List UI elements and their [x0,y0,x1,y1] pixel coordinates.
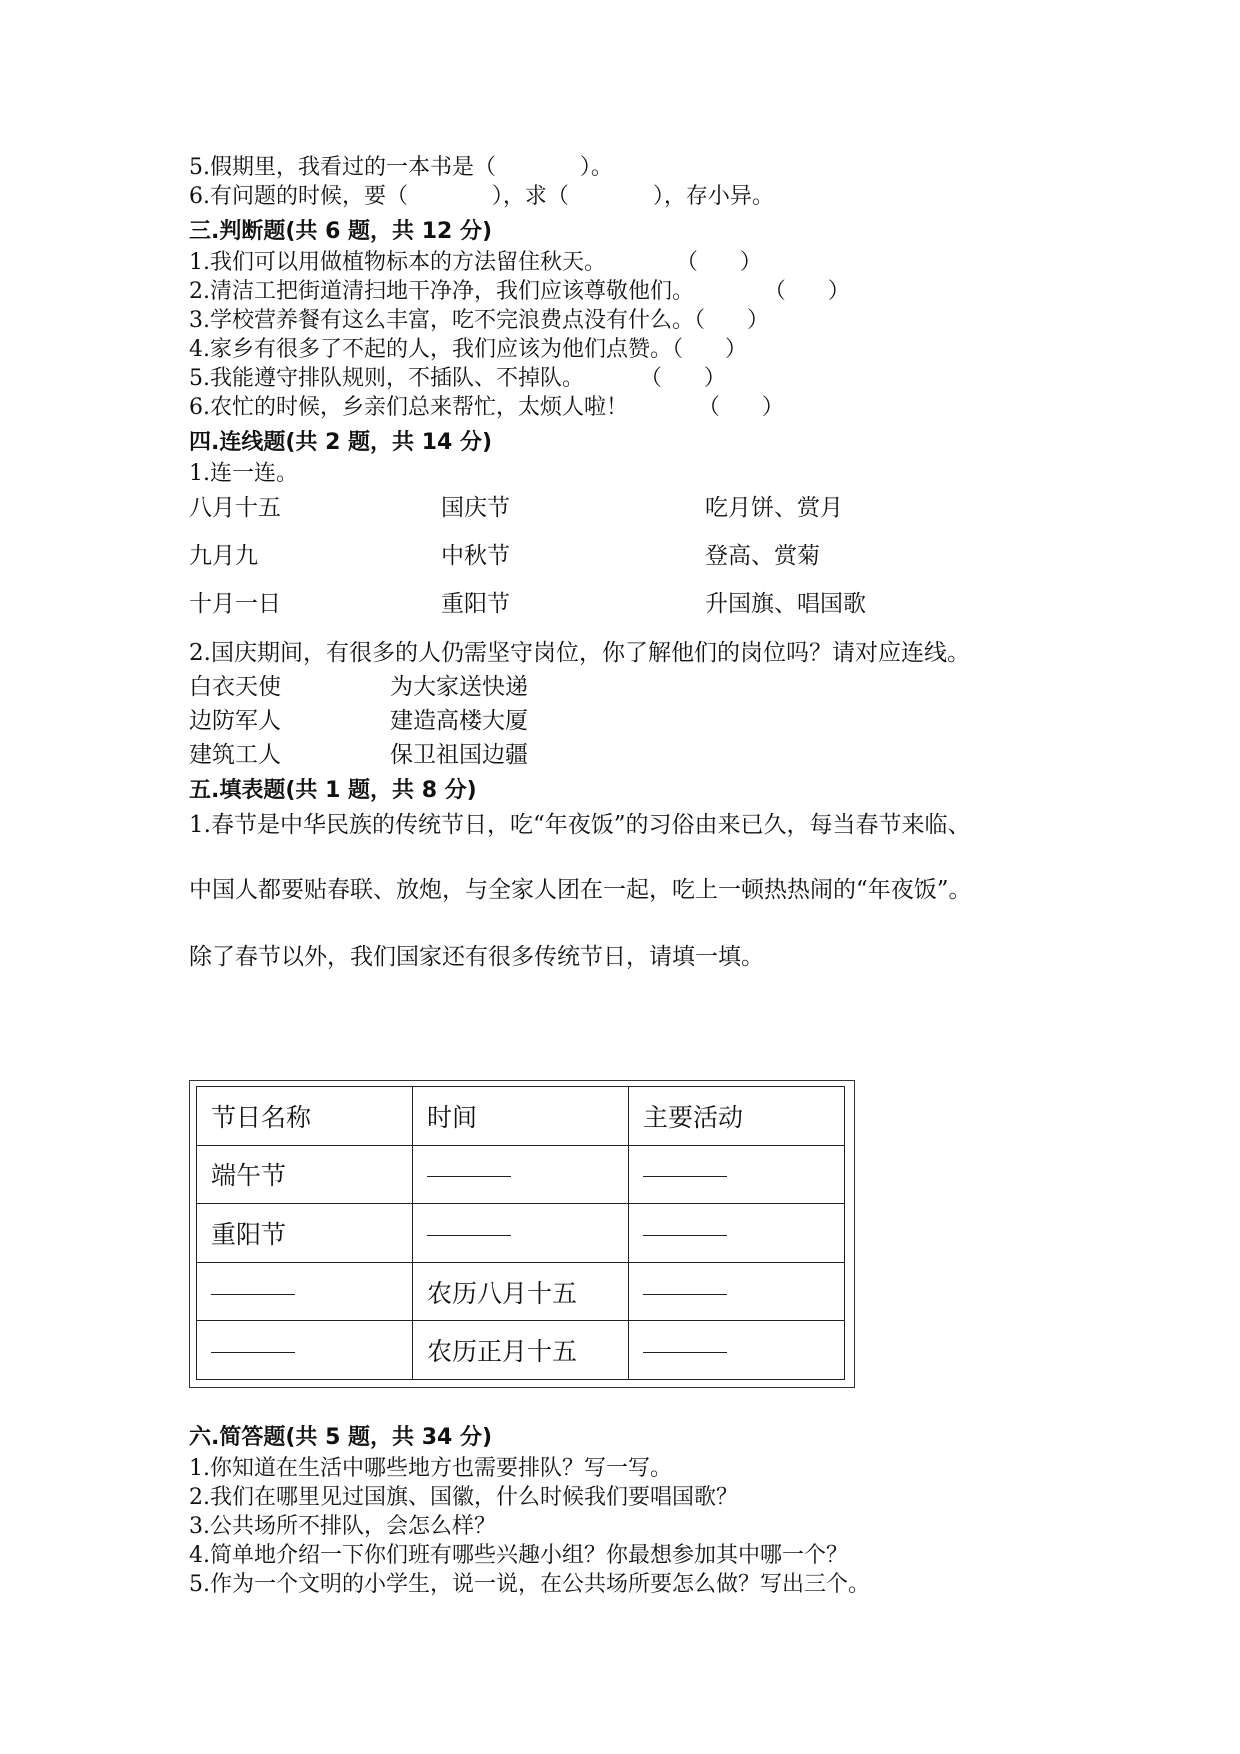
answer-blank[interactable] [427,1174,511,1177]
match-right-item-2: 登高、赏菊 [705,543,820,569]
table-question-paragraph-3: 除了春节以外，我们国家还有很多传统节日，请填一填。 [189,944,764,970]
table-header-cell: 主要活动 [629,1087,845,1146]
match-right-item-3: 升国旗、唱国歌 [705,591,866,617]
job-left-item-2: 边防军人 [189,708,281,734]
match-middle-item-3: 重阳节 [441,591,510,617]
table-blank-cell[interactable] [413,1145,629,1204]
section-3-heading: 三.判断题(共 6 题，共 12 分) [189,219,493,244]
table-blank-cell[interactable] [629,1321,845,1380]
table-blank-cell[interactable] [197,1321,413,1380]
section-4-heading: 四.连线题(共 2 题，共 14 分) [189,430,493,455]
short-answer-item-4: 4.简单地介绍一下你们班有哪些兴趣小组？你最想参加其中哪一个？ [189,1543,848,1568]
match-middle-item-1: 国庆节 [441,495,510,521]
matching-q2-prompt: 2.国庆期间，有很多的人仍需坚守岗位，你了解他们的岗位吗？请对应连线。 [189,640,970,666]
table-blank-cell[interactable] [629,1262,845,1321]
match-left-item-3: 十月一日 [189,591,281,617]
short-answer-item-5: 5.作为一个文明的小学生，说一说，在公共场所要怎么做？写出三个。 [189,1572,870,1597]
section-6-heading: 六.简答题(共 5 题，共 34 分) [189,1425,493,1450]
judgement-item-5: 5.我能遵守排队规则，不插队、不掉队。 （ ） [189,366,726,391]
matching-q1-prompt: 1.连一连。 [189,461,298,486]
match-right-item-1: 吃月饼、赏月 [705,495,843,521]
match-middle-item-2: 中秋节 [441,543,510,569]
short-answer-item-2: 2.我们在哪里见过国旗、国徽，什么时候我们要唱国歌？ [189,1485,738,1510]
fill-in-question-6: 6.有问题的时候，要（ ），求（ ），存小异。 [189,184,774,209]
match-left-item-1: 八月十五 [189,495,281,521]
job-left-item-1: 白衣天使 [189,674,281,700]
table-blank-cell[interactable] [629,1145,845,1204]
judgement-item-1: 1.我们可以用做植物标本的方法留住秋天。 （ ） [189,250,762,275]
table-header-cell: 节日名称 [197,1087,413,1146]
answer-blank[interactable] [211,1350,295,1353]
answer-blank[interactable] [427,1233,511,1236]
festival-table [196,1086,845,1380]
table-cell: 农历八月十五 [413,1262,629,1321]
answer-blank[interactable] [211,1292,295,1295]
table-cell: 重阳节 [197,1204,413,1263]
answer-blank[interactable] [643,1233,727,1236]
table-header-row [197,1087,845,1146]
judgement-item-3: 3.学校营养餐有这么丰富，吃不完浪费点没有什么。（ ） [189,308,769,333]
job-right-item-2: 建造高楼大厦 [390,708,528,734]
table-blank-cell[interactable] [629,1204,845,1263]
table-blank-cell[interactable] [197,1262,413,1321]
job-left-item-3: 建筑工人 [189,742,281,768]
table-question-paragraph-2: 中国人都要贴春联、放炮，与全家人团在一起，吃上一顿热热闹的“年夜饭”。 [189,877,972,903]
job-right-item-1: 为大家送快递 [390,674,528,700]
table-row [197,1321,845,1380]
fill-in-question-5: 5.假期里，我看过的一本书是（ ）。 [189,155,613,180]
judgement-item-2: 2.清洁工把街道清扫地干净净，我们应该尊敬他们。 （ ） [189,279,850,304]
table-blank-cell[interactable] [413,1204,629,1263]
table-header-cell: 时间 [413,1087,629,1146]
section-5-heading: 五.填表题(共 1 题，共 8 分) [189,778,477,803]
table-cell: 农历正月十五 [413,1321,629,1380]
judgement-item-4: 4.家乡有很多了不起的人，我们应该为他们点赞。（ ） [189,337,747,362]
answer-blank[interactable] [643,1350,727,1353]
answer-blank[interactable] [643,1174,727,1177]
match-left-item-2: 九月九 [189,543,258,569]
table-question-paragraph-1: 1.春节是中华民族的传统节日，吃“年夜饭”的习俗由来已久，每当春节来临、 [189,812,971,838]
judgement-item-6: 6.农忙的时候，乡亲们总来帮忙，太烦人啦！ （ ） [189,395,784,420]
answer-blank[interactable] [643,1292,727,1295]
job-right-item-3: 保卫祖国边疆 [390,742,528,768]
table-cell: 端午节 [197,1145,413,1204]
table-row [197,1262,845,1321]
short-answer-item-1: 1.你知道在生活中哪些地方也需要排队？写一写。 [189,1456,672,1481]
table-row [197,1145,845,1204]
short-answer-item-3: 3.公共场所不排队，会怎么样？ [189,1514,496,1539]
table-row [197,1204,845,1263]
